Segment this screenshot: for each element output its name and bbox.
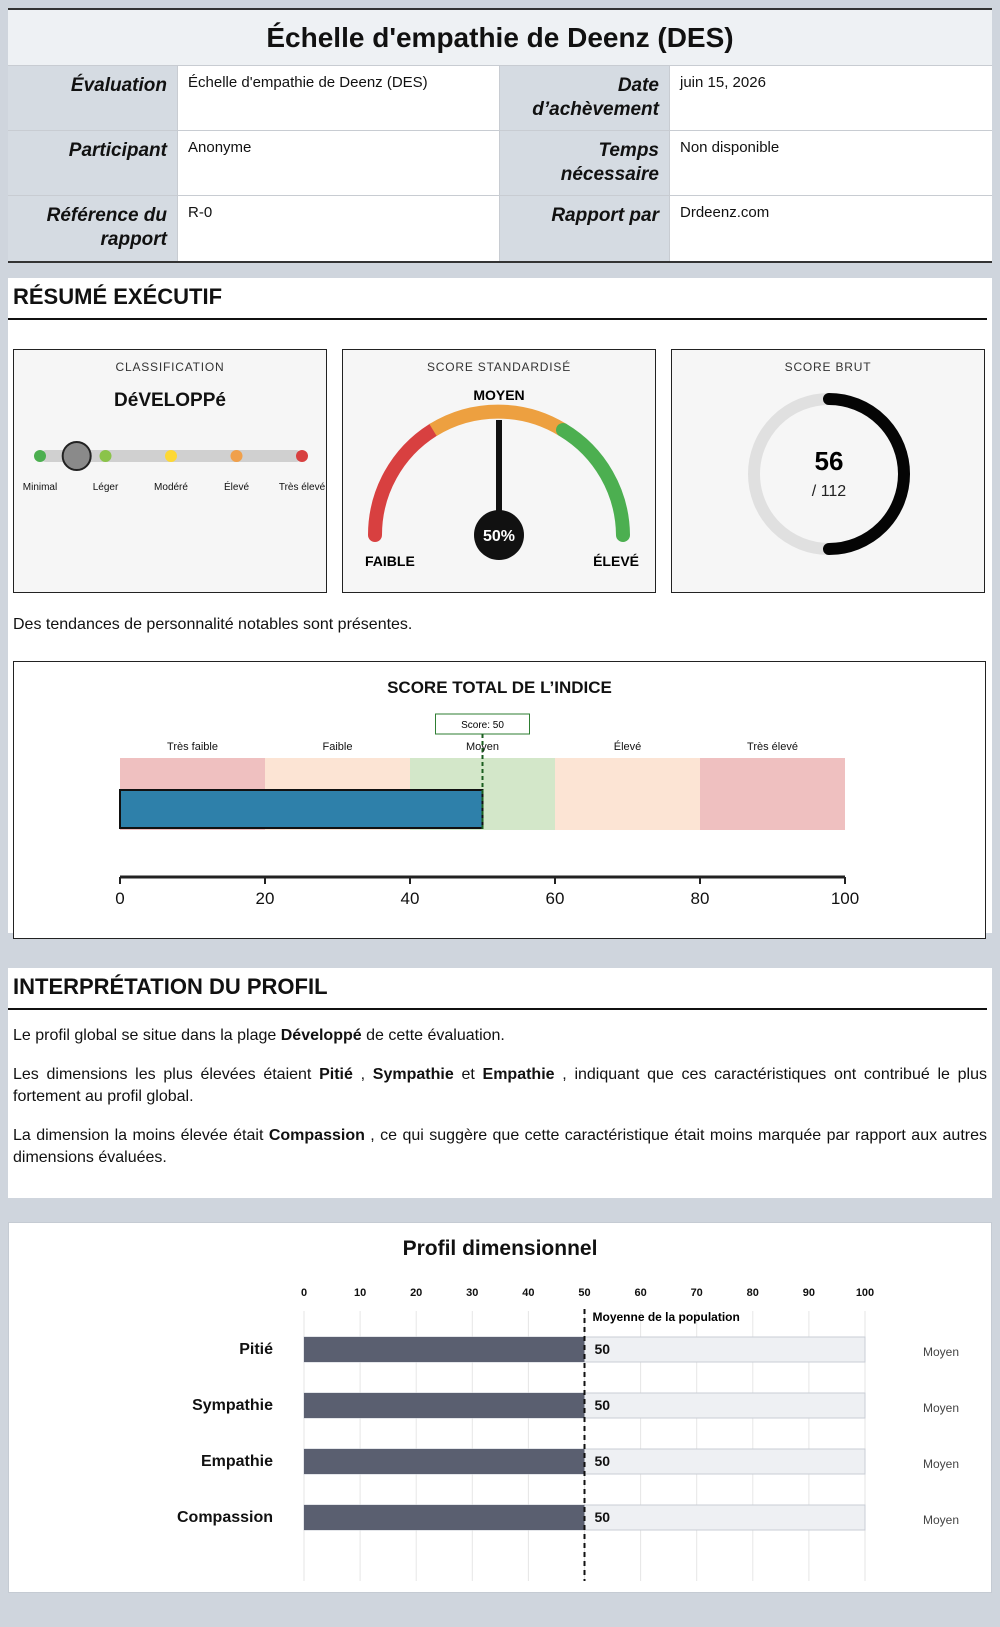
p1-text-a: Le profil global se situe dans la plage — [13, 1027, 281, 1044]
dimensional-profile-section — [8, 1222, 992, 1593]
profile-title: Profil dimensionnel — [402, 1237, 598, 1260]
profile-category-label: Sympathie — [192, 1397, 273, 1414]
index-score-bar — [120, 790, 483, 828]
interpretation-section — [8, 968, 992, 1198]
p2-sep-1: , — [352, 1066, 373, 1083]
index-band-label: Très élevé — [747, 741, 798, 753]
profile-level-label: Moyen — [922, 1401, 959, 1415]
label-report-reference: Référence du rapport — [8, 196, 178, 261]
gauge-low-label: FAIBLE — [365, 553, 415, 569]
classification-level-label: Léger — [92, 482, 119, 493]
standardized-score-card — [342, 349, 656, 593]
profile-category-label: Compassion — [176, 1509, 273, 1526]
profile-bar — [304, 1505, 585, 1530]
raw-score-ring — [672, 380, 986, 580]
classification-level-label: Très élevé — [278, 482, 326, 493]
index-chart-plot — [14, 698, 984, 938]
profile-bar-value: 50 — [594, 1397, 611, 1413]
profile-row — [192, 1393, 959, 1418]
p2-dim-1: Pitié — [319, 1066, 353, 1083]
value-report-reference: R-0 — [178, 196, 500, 261]
index-axis-tick-label: 20 — [255, 889, 275, 908]
p2-text-a: Les dimensions les plus élevées étaient — [13, 1066, 320, 1083]
profile-bar — [304, 1393, 585, 1418]
classification-marker — [63, 442, 91, 470]
classification-level-label: Élevé — [223, 482, 250, 493]
interpretation-paragraph-1 — [13, 1025, 987, 1047]
index-band-label: Faible — [322, 741, 353, 753]
classification-dot — [34, 450, 46, 462]
index-axis-tick-label: 80 — [690, 889, 710, 908]
value-time-required: Non disponible — [670, 131, 992, 196]
report-title: Échelle d'empathie de Deenz (DES) — [8, 10, 992, 66]
index-axis-tick-label: 0 — [115, 889, 125, 908]
raw-score-max: / 112 — [811, 483, 847, 500]
profile-tick-label: 80 — [746, 1287, 759, 1299]
index-band-label: Très faible — [167, 741, 218, 753]
label-report-by: Rapport par — [500, 196, 670, 261]
label-completion-date: Date d’achèvement — [500, 66, 670, 131]
profile-bar — [304, 1449, 585, 1474]
interpretation-paragraph-3 — [13, 1125, 987, 1169]
profile-bar — [304, 1337, 585, 1362]
profile-row — [177, 1505, 959, 1530]
p3-text-b: , ce qui suggère que cette caractéristique était moins marquée par rapport aux autres dimensions évaluées. — [13, 1127, 987, 1166]
profile-tick-label: 50 — [578, 1287, 591, 1299]
profile-row — [201, 1449, 959, 1474]
p2-text-b: , indiquant que ces caractéristiques ont contribué le plus fortement au profil global. — [13, 1066, 988, 1105]
profile-level-label: Moyen — [922, 1345, 959, 1359]
index-band-label: Élevé — [613, 741, 642, 753]
report-info-grid — [8, 66, 992, 261]
p1-range: Développé — [280, 1027, 362, 1044]
value-report-by: Drdeenz.com — [680, 204, 770, 221]
label-time-required: Temps nécessaire — [500, 131, 670, 196]
index-axis-tick-label: 40 — [400, 889, 420, 908]
interpretation-heading: INTERPRÉTATION DU PROFIL — [8, 968, 987, 1010]
index-score-label: Score: 50 — [461, 720, 504, 731]
classification-card — [13, 349, 327, 593]
raw-score-label: SCORE BRUT — [784, 360, 872, 374]
profile-bar-value: 50 — [594, 1509, 611, 1525]
index-band — [700, 758, 845, 830]
profile-level-label: Moyen — [922, 1457, 959, 1471]
standardized-gauge — [343, 380, 657, 590]
p3-dim: Compassion — [268, 1127, 365, 1144]
p2-dim-2: Sympathie — [372, 1066, 454, 1083]
profile-category-label: Empathie — [200, 1453, 273, 1470]
index-score-chart — [13, 661, 986, 939]
classification-level-label: Minimal — [22, 482, 58, 493]
profile-category-label: Pitié — [239, 1341, 273, 1358]
profile-bar-value: 50 — [594, 1341, 611, 1357]
raw-score-value: 56 — [814, 446, 844, 476]
standardized-score-label: SCORE STANDARDISÉ — [426, 360, 572, 374]
profile-chart — [9, 1269, 991, 1589]
p2-dim-3: Empathie — [482, 1066, 555, 1083]
index-axis-tick-label: 100 — [830, 889, 860, 908]
profile-tick-label: 70 — [690, 1287, 703, 1299]
index-chart-title: SCORE TOTAL DE L’INDICE — [387, 678, 612, 697]
profile-tick-label: 10 — [353, 1287, 367, 1299]
index-band — [555, 758, 700, 830]
gauge-high-arc — [563, 430, 623, 535]
raw-score-card — [671, 349, 985, 593]
profile-tick-label: 60 — [634, 1287, 647, 1299]
report-header — [8, 8, 992, 263]
profile-level-label: Moyen — [922, 1513, 959, 1527]
index-band-label: Moyen — [465, 741, 500, 753]
gauge-percent: 50% — [482, 528, 516, 545]
index-axis-tick-label: 60 — [545, 889, 565, 908]
gauge-high-label: ÉLEVÉ — [593, 553, 639, 569]
classification-label: CLASSIFICATION — [115, 360, 225, 374]
interpretation-paragraph-2 — [13, 1064, 987, 1108]
executive-summary-heading: RÉSUMÉ EXÉCUTIF — [8, 278, 987, 320]
population-mean-label: Moyenne de la population — [592, 1310, 740, 1324]
profile-tick-label: 40 — [522, 1287, 535, 1299]
p1-text-b: de cette évaluation. — [361, 1027, 505, 1044]
classification-dot — [165, 450, 177, 462]
profile-tick-label: 0 — [300, 1287, 308, 1299]
classification-level-label: Modéré — [154, 482, 188, 493]
summary-note: Des tendances de personnalité notables sont présentes. — [13, 616, 413, 633]
value-completion-date: juin 15, 2026 — [670, 66, 992, 131]
classification-dot — [100, 450, 112, 462]
classification-dot — [296, 450, 308, 462]
classification-dot — [231, 450, 243, 462]
executive-summary-section — [8, 278, 992, 933]
p2-sep-2: et — [453, 1066, 483, 1083]
profile-tick-label: 30 — [466, 1287, 479, 1299]
label-participant: Participant — [8, 131, 178, 196]
value-participant: Anonyme — [178, 131, 500, 196]
p3-text-a: La dimension la moins élevée était — [13, 1127, 269, 1144]
profile-bar-value: 50 — [594, 1453, 611, 1469]
label-evaluation: Évaluation — [8, 66, 178, 131]
classification-scale — [14, 440, 328, 560]
profile-tick-label: 90 — [802, 1287, 816, 1299]
profile-tick-label: 100 — [855, 1287, 875, 1299]
profile-row — [239, 1337, 959, 1362]
classification-value: DéVELOPPé — [114, 390, 226, 411]
gauge-low-arc — [375, 430, 433, 535]
gauge-value-label: MOYEN — [473, 387, 525, 403]
profile-tick-label: 20 — [410, 1287, 423, 1299]
value-evaluation: Échelle d'empathie de Deenz (DES) — [178, 66, 500, 131]
